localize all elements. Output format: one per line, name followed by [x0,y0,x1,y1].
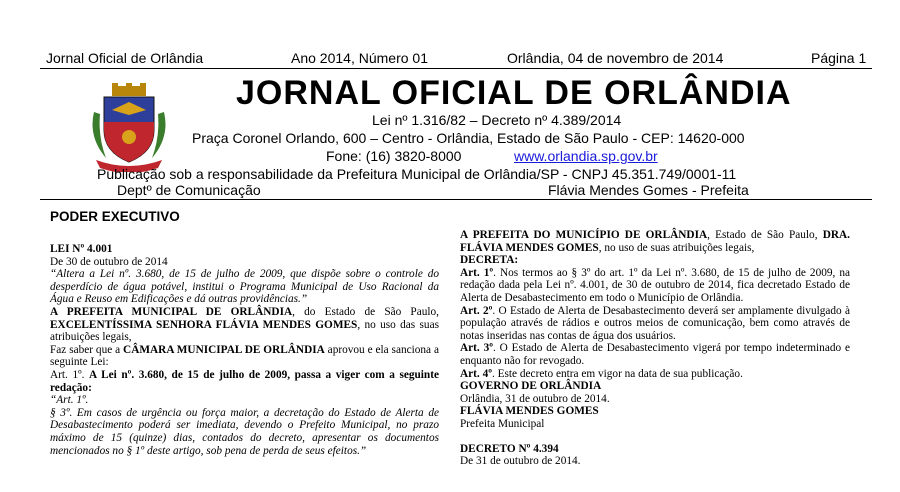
signer-name: FLÁVIA MENDES GOMES [460,405,599,418]
decree-article-4-label: Art. 4º [460,367,492,380]
section-title: PODER EXECUTIVO [50,209,180,224]
article-1-label: Art. 1º. [50,368,89,381]
quoted-article: “Art. 1º. [50,394,89,407]
decree-intro [460,229,850,254]
faz-saber-chamber: CÂMARA MUNICIPAL DE ORLÂNDIA [123,343,325,356]
decree-article-4 [460,368,850,381]
masthead-phone: Fone: (16) 3820-8000 [326,148,462,164]
article-1-text: A Lei nº. 3.680, de 15 de julho de 2009, passa a viger com a seguinte redação: [50,368,439,394]
decree-4394-date: De 31 de outubro de 2014. [460,455,581,468]
intro-authority: A PREFEITA MUNICIPAL DE ORLÂNDIA [50,305,293,318]
faz-saber-start: Faz saber que a [50,343,124,356]
masthead-department: Deptº de Comunicação [117,182,261,198]
signer-role: Prefeita Municipal [460,417,545,430]
masthead-mayor: Flávia Mendes Gomes - Prefeita [548,182,749,198]
left-column [50,243,439,457]
decree-article-2-text: . O Estado de Alerta de Desabastecimento deverá ser amplamente divulgado à população através de rádios e outros meios de comunicação, bem como através de notas inseridas nas contas de água dos usuários. [460,304,850,342]
decree-article-2-label: Art. 2º [460,304,493,317]
right-column [460,229,850,468]
law-title: LEI Nº 4.001 [50,243,113,255]
decree-article-3-label: Art. 3º [460,342,493,355]
quoted-paragraph-3: § 3º. Em casos de urgência ou força maior, a decretação do Estado de Alerta de Desabastecimento poderá ser imediata, devendo o Prefeito Municipal, no prazo máximo de 15 (quinze) dias, contados do decreto, apresentar os documentos mencionados no § 1º deste artigo, sob pena de perda de seus efeitos.” [50,406,439,457]
decree-state: , Estado de São Paulo, [707,229,823,241]
masthead-title: JORNAL OFICIAL DE ORLÂNDIA [236,74,792,112]
running-header-journal: Jornal Oficial de Orlândia [46,50,204,66]
law-intro [50,306,439,344]
decree-article-3 [460,342,850,367]
spacer [460,431,850,443]
signature-place-date: Orlândia, 31 de outubro de 2014. [460,392,610,405]
decree-4394-title: DECRETO Nº 4.394 [460,442,559,455]
masthead-publication: Publicação sob a responsabilidade da Prefeitura Municipal de Orlândia/SP - CNPJ 45.351.749/0001-11 [97,166,737,182]
decree-mayor: DRA. FLÁVIA MENDES GOMES [460,229,850,254]
intro-attributions: , no uso das suas atribuições legais, [50,318,439,344]
faz-saber [50,344,439,369]
decree-article-3-text: . O Estado de Alerta de Desabastecimento vigerá por tempo indeterminado e enquanto não for revogado. [460,342,850,367]
website-link[interactable]: www.orlandia.sp.gov.br [514,148,658,164]
running-header-issue: Ano 2014, Número 01 [291,50,428,66]
masthead-law: Lei nº 1.316/82 – Decreto nº 4.389/2014 [372,112,622,128]
government-line: GOVERNO DE ORLÂNDIA [460,380,602,393]
header-rule [40,68,872,69]
decree-authority: A PREFEITA DO MUNICÍPIO DE ORLÂNDIA [460,229,708,241]
running-header-page: Página 1 [811,50,867,66]
faz-saber-end: aprovou e ela sanciona a seguinte Lei: [50,343,439,369]
masthead-rule [40,199,872,200]
law-ementa: “Altera a Lei nº. 3.680, de 15 de julho de 2009, que dispõe sobre o controle do desperdício de água potável, institui o Programa Municipal de Uso Racional da Água e Reuso em Edificações e dá outras providências.” [50,268,439,306]
decree-article-1-label: Art. 1º [460,266,494,279]
decree-article-1-text: . Nos termos ao § 3º do art. 1º da Lei nº. 3.680, de 15 de julho de 2009, na redação dada pela Lei nº. 4.001, de 30 de outubro de 2014, fica decretado Estado de Alerta de Desabastecimento em todo o Município de Orlândia. [460,266,850,304]
decree-article-4-text: . Este decreto entra em vigor na data de sua publicação. [491,367,743,380]
decree-article-1 [460,267,850,305]
masthead-address: Praça Coronel Orlando, 600 – Centro - Orlândia, Estado de São Paulo - CEP: 14620-000 [192,130,745,146]
decreta: DECRETA: [460,254,519,267]
decree-attributions: , no uso de suas atribuições legais, [598,241,755,254]
intro-state: , do Estado de São Paulo, [292,305,439,318]
law-date: De 30 de outubro de 2014 [50,255,168,268]
intro-mayor: EXCELENTÍSSIMA SENHORA FLÁVIA MENDES GOMES [50,318,358,331]
coat-of-arms-icon [84,82,174,172]
running-header-date: Orlândia, 04 de novembro de 2014 [507,50,724,66]
law-article-1 [50,369,439,394]
decree-article-2 [460,305,850,343]
